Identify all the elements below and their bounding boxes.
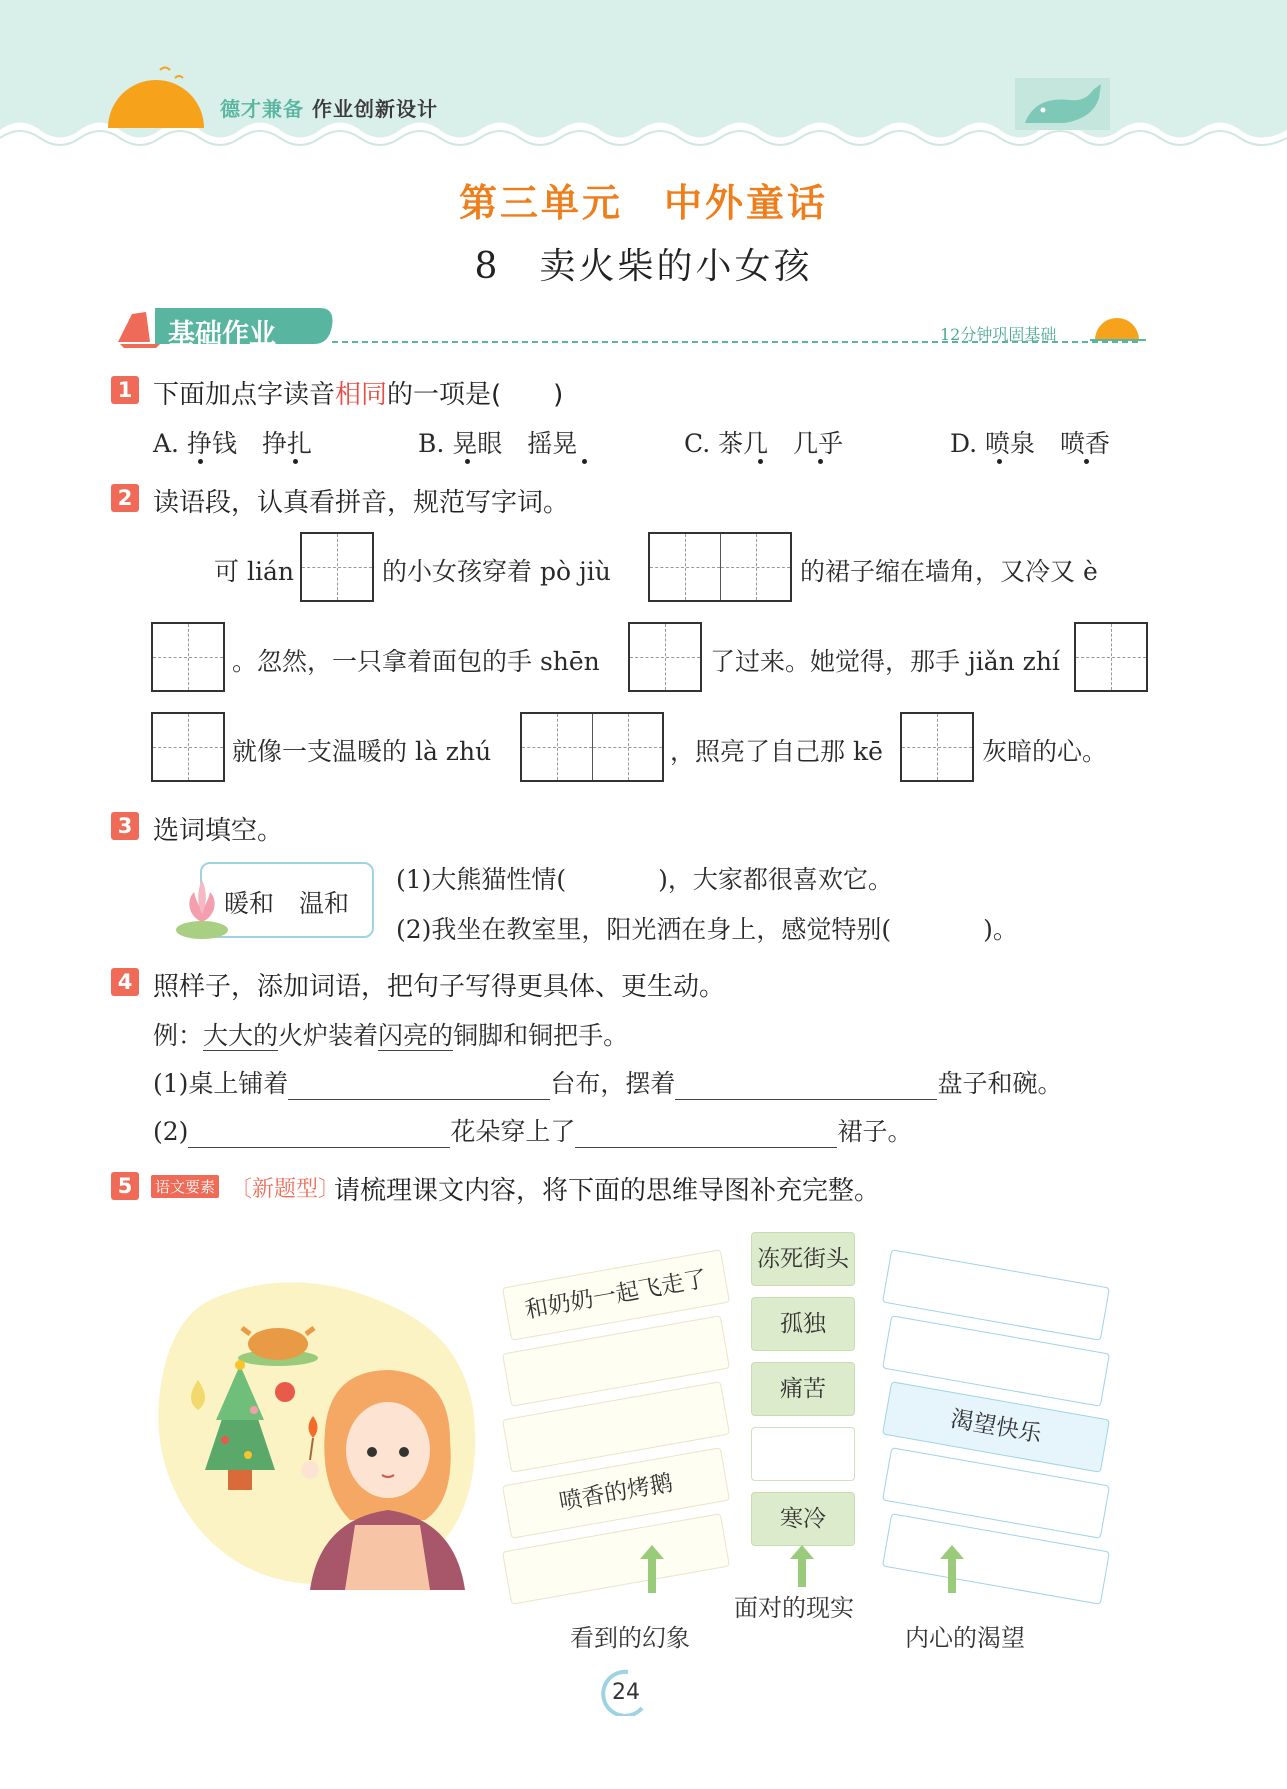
writing-grid[interactable]	[1074, 622, 1148, 692]
mindmap-middle-box-5: 寒冷	[751, 1492, 855, 1546]
q3-s1-after: )，大家都很喜欢它。	[658, 865, 893, 894]
mindmap-middle-box-4[interactable]	[751, 1427, 855, 1481]
mindmap-middle-box-2: 孤独	[751, 1297, 855, 1351]
q2-line1-c: 的裙子缩在墙角，又冷又 è	[800, 557, 1098, 586]
q4-prompt: 照样子，添加词语，把句子写得更具体、更生动。	[153, 972, 726, 1002]
q4-sentence2	[153, 1112, 912, 1148]
q1-option-a: A. 挣钱 挣扎	[153, 429, 312, 458]
q5-tag: 语文要素	[151, 1175, 219, 1198]
lesson-title: 8 卖火柴的小女孩	[474, 246, 813, 287]
mindmap-label-right: 内心的渴望	[905, 1624, 1025, 1652]
whale-icon	[1015, 78, 1110, 130]
brand-part1: 德才兼备	[220, 97, 304, 121]
question-number-3: 3	[111, 812, 139, 840]
q1-prompt-highlight: 相同	[335, 380, 388, 410]
match-girl-illustration	[150, 1270, 495, 1600]
mindmap-label-middle: 面对的现实	[734, 1594, 854, 1622]
arrow-up-icon	[640, 1545, 664, 1593]
q2-line3-b: ，照亮了自己那 kē	[670, 737, 883, 766]
q1-prompt-before: 下面加点字读音	[153, 380, 336, 410]
q3-s2-after: )。	[983, 915, 1018, 944]
emphasis-dot	[465, 459, 470, 464]
emphasis-dot	[818, 459, 823, 464]
q2-line1-a: 可 lián	[214, 557, 294, 586]
emphasis-dot	[582, 459, 587, 464]
q2-line3-a: 就像一支温暖的 là zhú	[232, 737, 492, 766]
writing-grid[interactable]	[648, 532, 792, 602]
arrow-up-icon	[940, 1545, 964, 1593]
brand-part2: 作业创新设计	[312, 97, 438, 121]
q4-s1-b: 台布，摆着	[550, 1069, 676, 1098]
writing-grid[interactable]	[628, 622, 702, 692]
q4-s2-blank1[interactable]	[188, 1123, 450, 1148]
q4-example-word1: 大大的	[203, 1021, 279, 1050]
q2-line1-b: 的小女孩穿着 pò jiù	[382, 557, 611, 586]
q4-s2-blank2[interactable]	[575, 1123, 837, 1148]
q4-s1-blank2[interactable]	[675, 1075, 937, 1100]
q4-s2-a: (2)	[153, 1117, 189, 1146]
q4-s1-a: (1)桌上铺着	[153, 1069, 289, 1098]
word-bank-words: 暖和 温和	[224, 889, 350, 918]
emphasis-dot	[293, 459, 298, 464]
question-number-5: 5	[111, 1172, 139, 1200]
q1-prompt	[153, 374, 563, 411]
question-number-4: 4	[111, 968, 139, 996]
emphasis-dot	[997, 459, 1002, 464]
mindmap-label-left: 看到的幻象	[570, 1624, 690, 1652]
q4-example-prefix: 例：	[153, 1021, 204, 1050]
arrow-up-icon	[790, 1545, 814, 1587]
q3-sentence2	[396, 910, 1018, 946]
q2-line2-a: 。忽然，一只拿着面包的手 shēn	[232, 647, 600, 676]
emphasis-dot	[758, 459, 763, 464]
q3-s2-before: (2)我坐在教室里，阳光洒在身上，感觉特别(	[396, 915, 892, 944]
q4-example	[153, 1016, 628, 1052]
writing-grid[interactable]	[151, 622, 225, 692]
question-number-2: 2	[111, 484, 139, 512]
lotus-icon	[172, 872, 232, 942]
writing-grid[interactable]	[151, 712, 225, 782]
question-number-1: 1	[111, 376, 139, 404]
q5-prompt: 请梳理课文内容，将下面的思维导图补充完整。	[334, 1176, 881, 1206]
emphasis-dot	[198, 459, 203, 464]
q4-example-mid: 火炉装着	[278, 1021, 379, 1050]
unit-title: 第三单元 中外童话	[458, 181, 828, 225]
sun-logo-icon	[100, 60, 210, 130]
page-number: 24	[612, 1680, 640, 1705]
mindmap-middle-box-1: 冻死街头	[751, 1232, 855, 1286]
q4-s2-c: 裙子。	[837, 1117, 913, 1146]
q5-type: 〔新题型〕	[230, 1177, 341, 1202]
mindmap-middle-box-3: 痛苦	[751, 1362, 855, 1416]
q2-line2-b: 了过来。她觉得，那手 jiǎn zhí	[710, 647, 1060, 676]
q1-option-d: D. 喷泉 喷香	[950, 429, 1111, 458]
q3-prompt: 选词填空。	[153, 816, 284, 846]
q2-line3-c: 灰暗的心。	[982, 737, 1108, 766]
q1-prompt-after: 的一项是( )	[387, 380, 564, 410]
q1-option-c: C. 茶几 几乎	[684, 429, 844, 458]
q4-s1-c: 盘子和碗。	[937, 1069, 1063, 1098]
writing-grid[interactable]	[900, 712, 974, 782]
q4-s1-blank1[interactable]	[288, 1075, 550, 1100]
q3-s1-before: (1)大熊猫性情(	[396, 865, 567, 894]
writing-grid[interactable]	[300, 532, 374, 602]
q4-example-word2: 闪亮的	[378, 1021, 454, 1050]
q2-prompt: 读语段，认真看拼音，规范写字词。	[153, 488, 570, 518]
brand-title	[220, 93, 438, 122]
mindmap-left-box-4[interactable]: 喷香的烤鹅	[502, 1447, 730, 1539]
emphasis-dot	[1084, 459, 1089, 464]
q1-option-b: B. 晃眼 摇晃	[418, 429, 578, 458]
writing-grid[interactable]	[520, 712, 664, 782]
section-title: 基础作业	[168, 319, 276, 350]
mindmap-right-box-3[interactable]: 渴望快乐	[882, 1381, 1110, 1473]
section-time-note: 12分钟巩固基础	[940, 325, 1057, 344]
q4-s2-b: 花朵穿上了	[450, 1117, 576, 1146]
q3-sentence1	[396, 860, 893, 896]
mindmap-left-box-1[interactable]: 和奶奶一起飞走了	[502, 1249, 730, 1341]
q4-sentence1	[153, 1064, 1062, 1100]
q4-example-end: 铜脚和铜把手。	[453, 1021, 629, 1050]
